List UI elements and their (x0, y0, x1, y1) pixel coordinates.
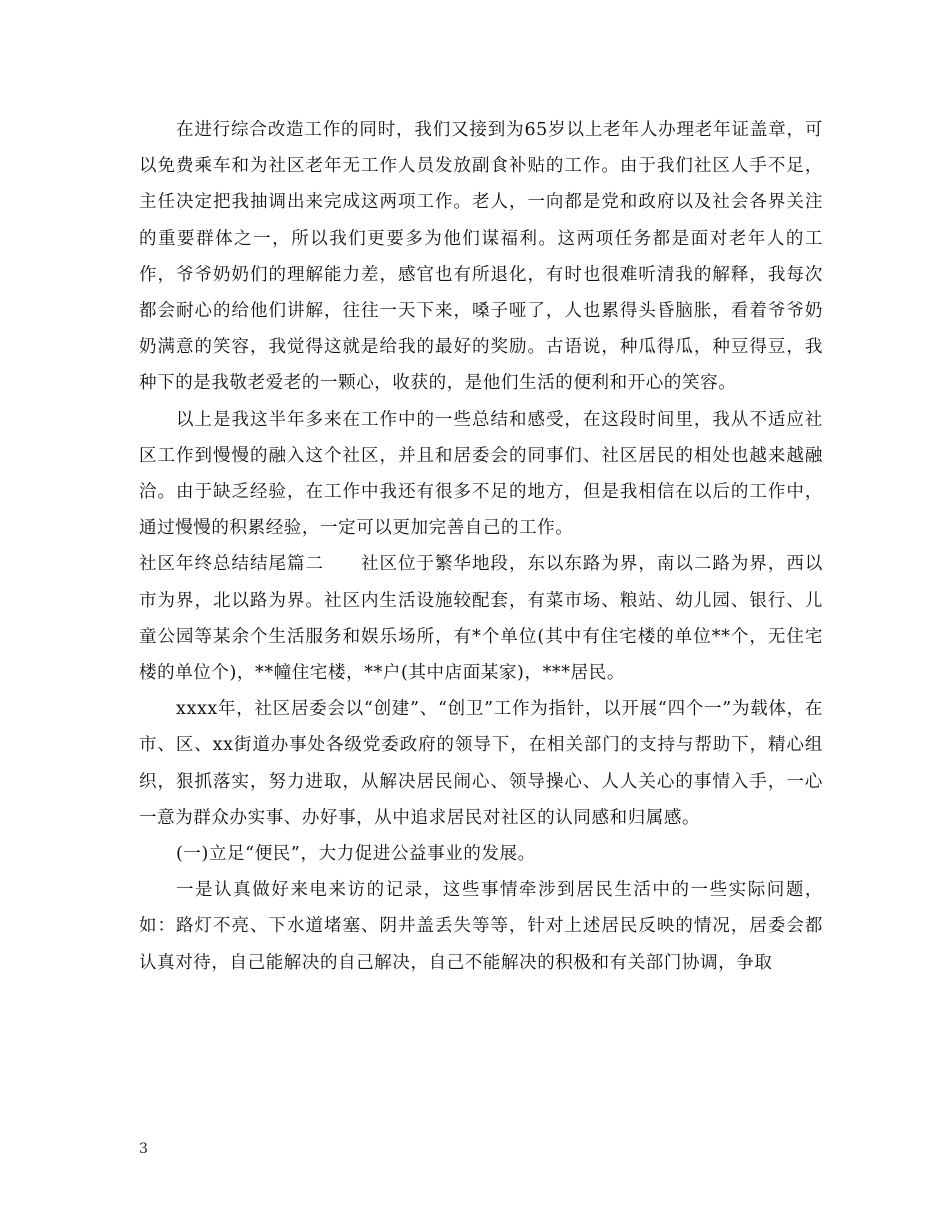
paragraph-5: 一是认真做好来电来访的记录，这些事情牵涉到居民生活中的一些实际问题，如：路灯不亮、下水道堵塞、阴井盖丢失等等，针对上述居民反映的情况，居委会都认真对待，自己能解决的自己解决，自己不能解决的积极和有关部门协调，争取 (139, 880, 823, 973)
paragraph-2: 以上是我这半年多来在工作中的一些总结和感受，在这段时间里，我从不适应社区工作到慢慢的融入这个社区，并且和居委会的同事们、社区居民的相处也越来越融洽。由于缺乏经验，在工作中我还有很多不足的地方，但是我相信在以后的工作中，通过慢慢的积累经验，一定可以更加完善自己的工作。 (139, 409, 823, 539)
paragraph-3: 社区年终总结结尾篇二 社区位于繁华地段，东以东路为界，南以二路为界，西以市为界，北以路为界。社区内生活设施较配套，有菜市场、粮站、幼儿园、银行、儿童公园等某余个生活服务和娱乐场所，有*个单位(其中有住宅楼的单位**个，无住宅楼的单位个)，**幢住宅楼，**户(其中店面某家)，***居民。 (139, 554, 823, 684)
document-body (139, 112, 823, 981)
paragraph-1: 在进行综合改造工作的同时，我们又接到为65岁以上老年人办理老年证盖章，可以免费乘车和为社区老年无工作人员发放副食补贴的工作。由于我们社区人手不足，主任决定把我抽调出来完成这两项工作。老人，一向都是党和政府以及社会各界关注的重要群体之一，所以我们更要多为他们谋福利。这两项任务都是面对老年人的工作，爷爷奶奶们的理解能力差，感官也有所退化，有时也很难听清我的解释，我每次都会耐心的给他们讲解，往往一天下来，嗓子哑了，人也累得头昏脑胀，看着爷爷奶奶满意的笑容，我觉得这就是给我的最好的奖励。古语说，种瓜得瓜，种豆得豆，我种下的是我敬老爱老的一颗心，收获的，是他们生活的便利和开心的笑容。 (139, 120, 823, 394)
paragraph-4: xxxx年，社区居委会以“创建”、“创卫”工作为指针，以开展“四个一”为载体，在市、区、xx街道办事处各级党委政府的领导下，在相关部门的支持与帮助下，精心组织，狠抓落实，努力进取，从解决居民闹心、领导操心、人人关心的事情入手，一心一意为群众办实事、办好事，从中追求居民对社区的认同感和归属感。 (139, 699, 823, 828)
section-heading: (一)立足“便民”，大力促进公益事业的发展。 (176, 844, 536, 865)
page-number: 3 (139, 1141, 148, 1157)
